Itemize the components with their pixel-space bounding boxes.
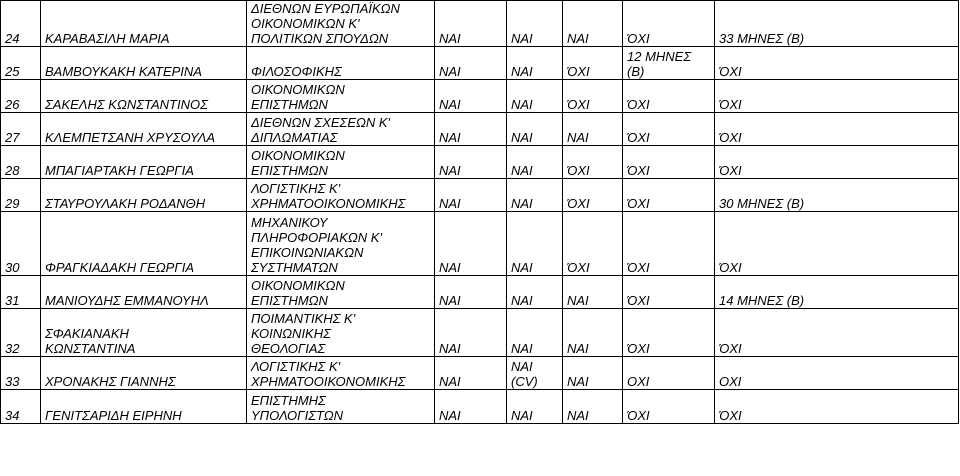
- table-row: [1, 146, 959, 179]
- table-row: [1, 80, 959, 113]
- criterion-4-cell: ΌΧΙ: [623, 390, 715, 424]
- person-name-cell: ΣΑΚΕΛΗΣ ΚΩΝΣΤΑΝΤΙΝΟΣ: [41, 80, 247, 113]
- criterion-4-cell: ΌΧΙ: [623, 309, 715, 357]
- department-cell: ΔΙΕΘΝΩΝ ΕΥΡΩΠΑΪΚΩΝ ΟΙΚΟΝΟΜΙΚΩΝ Κ' ΠΟΛΙΤΙΚΩΝ ΣΠΟΥΔΩΝ: [247, 1, 435, 47]
- person-name-cell: ΚΑΡΑΒΑΣΙΛΗ ΜΑΡΙΑ: [41, 1, 247, 47]
- criterion-3-cell: ΌΧΙ: [563, 80, 623, 113]
- department-cell: ΦΙΛΟΣΟΦΙΚΗΣ: [247, 47, 435, 80]
- person-name-cell: ΣΦΑΚΙΑΝΑΚΗ ΚΩΝΣΤΑΝΤΙΝΑ: [41, 309, 247, 357]
- person-name-cell: ΣΤΑΥΡΟΥΛΑΚΗ ΡΟΔΑΝΘΗ: [41, 179, 247, 212]
- criterion-3-cell: ΌΧΙ: [563, 146, 623, 179]
- criterion-5-cell: ΌΧΙ: [715, 390, 959, 424]
- criterion-1-cell: ΝΑΙ: [435, 47, 507, 80]
- person-name-cell: ΓΕΝΙΤΣΑΡΙΔΗ ΕΙΡΗΝΗ: [41, 390, 247, 424]
- criterion-3-cell: ΝΑΙ: [563, 1, 623, 47]
- table-row: [1, 390, 959, 424]
- criterion-1-cell: ΝΑΙ: [435, 357, 507, 390]
- person-name-cell: ΦΡΑΓΚΙΑΔΑΚΗ ΓΕΩΡΓΙΑ: [41, 212, 247, 276]
- row-number-cell: 32: [1, 309, 41, 357]
- criterion-4-cell: ΌΧΙ: [623, 276, 715, 309]
- department-cell: ΔΙΕΘΝΩΝ ΣΧΕΣΕΩΝ Κ' ΔΙΠΛΩΜΑΤΙΑΣ: [247, 113, 435, 146]
- table-row: [1, 212, 959, 276]
- criterion-2-cell: ΝΑΙ (CV): [507, 357, 563, 390]
- criterion-4-cell: ΌΧΙ: [623, 1, 715, 47]
- criterion-5-cell: 33 ΜΗΝΕΣ (Β): [715, 1, 959, 47]
- criterion-1-cell: ΝΑΙ: [435, 1, 507, 47]
- criterion-1-cell: ΝΑΙ: [435, 80, 507, 113]
- criterion-1-cell: ΝΑΙ: [435, 212, 507, 276]
- criterion-2-cell: ΝΑΙ: [507, 1, 563, 47]
- criterion-3-cell: ΌΧΙ: [563, 212, 623, 276]
- criterion-5-cell: 30 ΜΗΝΕΣ (Β): [715, 179, 959, 212]
- table-row: [1, 357, 959, 390]
- criterion-5-cell: ΌΧΙ: [715, 113, 959, 146]
- row-number-cell: 33: [1, 357, 41, 390]
- criterion-2-cell: ΝΑΙ: [507, 146, 563, 179]
- person-name-cell: ΧΡΟΝΑΚΗΣ ΓΙΑΝΝΗΣ: [41, 357, 247, 390]
- criterion-3-cell: ΝΑΙ: [563, 309, 623, 357]
- row-number-cell: 34: [1, 390, 41, 424]
- criterion-5-cell: ΌΧΙ: [715, 309, 959, 357]
- row-number-cell: 30: [1, 212, 41, 276]
- row-number-cell: 25: [1, 47, 41, 80]
- criterion-5-cell: ΌΧΙ: [715, 80, 959, 113]
- criterion-1-cell: ΝΑΙ: [435, 390, 507, 424]
- row-number-cell: 26: [1, 80, 41, 113]
- criterion-5-cell: ΌΧΙ: [715, 146, 959, 179]
- criterion-2-cell: ΝΑΙ: [507, 390, 563, 424]
- criterion-4-cell: ΌΧΙ: [623, 212, 715, 276]
- criterion-1-cell: ΝΑΙ: [435, 113, 507, 146]
- criterion-2-cell: ΝΑΙ: [507, 309, 563, 357]
- department-cell: ΟΙΚΟΝΟΜΙΚΩΝ ΕΠΙΣΤΗΜΩΝ: [247, 276, 435, 309]
- criterion-2-cell: ΝΑΙ: [507, 179, 563, 212]
- criterion-1-cell: ΝΑΙ: [435, 179, 507, 212]
- criterion-1-cell: ΝΑΙ: [435, 146, 507, 179]
- department-cell: ΟΙΚΟΝΟΜΙΚΩΝ ΕΠΙΣΤΗΜΩΝ: [247, 146, 435, 179]
- criterion-2-cell: ΝΑΙ: [507, 47, 563, 80]
- criterion-3-cell: ΝΑΙ: [563, 390, 623, 424]
- row-number-cell: 27: [1, 113, 41, 146]
- criterion-4-cell: ΌΧΙ: [623, 113, 715, 146]
- table-row: [1, 309, 959, 357]
- row-number-cell: 24: [1, 1, 41, 47]
- table-row: [1, 179, 959, 212]
- department-cell: ΛΟΓΙΣΤΙΚΗΣ Κ' ΧΡΗΜΑΤΟΟΙΚΟΝΟΜΙΚΗΣ: [247, 179, 435, 212]
- criterion-3-cell: ΌΧΙ: [563, 179, 623, 212]
- criterion-3-cell: ΌΧΙ: [563, 47, 623, 80]
- criterion-5-cell: ΌΧΙ: [715, 212, 959, 276]
- criterion-4-cell: ΌΧΙ: [623, 80, 715, 113]
- criterion-4-cell: ΌΧΙ: [623, 146, 715, 179]
- table-row: [1, 1, 959, 47]
- department-cell: ΜΗΧΑΝΙΚΟΥ ΠΛΗΡΟΦΟΡΙΑΚΩΝ Κ' ΕΠΙΚΟΙΝΩΝΙΑΚΩΝ ΣΥΣΤΗΜΑΤΩΝ: [247, 212, 435, 276]
- person-name-cell: ΒΑΜΒΟΥΚΑΚΗ ΚΑΤΕΡΙΝΑ: [41, 47, 247, 80]
- criterion-2-cell: ΝΑΙ: [507, 276, 563, 309]
- department-cell: ΕΠΙΣΤΗΜΗΣ ΥΠΟΛΟΓΙΣΤΩΝ: [247, 390, 435, 424]
- row-number-cell: 31: [1, 276, 41, 309]
- row-number-cell: 29: [1, 179, 41, 212]
- table-row: [1, 47, 959, 80]
- department-cell: ΟΙΚΟΝΟΜΙΚΩΝ ΕΠΙΣΤΗΜΩΝ: [247, 80, 435, 113]
- criterion-2-cell: ΝΑΙ: [507, 113, 563, 146]
- table-row: [1, 113, 959, 146]
- criterion-5-cell: ΟΧΙ: [715, 357, 959, 390]
- department-cell: ΛΟΓΙΣΤΙΚΗΣ Κ' ΧΡΗΜΑΤΟΟΙΚΟΝΟΜΙΚΗΣ: [247, 357, 435, 390]
- criterion-3-cell: ΝΑΙ: [563, 276, 623, 309]
- row-number-cell: 28: [1, 146, 41, 179]
- person-name-cell: ΜΠΑΓΙΑΡΤΑΚΗ ΓΕΩΡΓΙΑ: [41, 146, 247, 179]
- criterion-4-cell: ΌΧΙ: [623, 179, 715, 212]
- criterion-3-cell: ΝΑΙ: [563, 357, 623, 390]
- department-cell: ΠΟΙΜΑΝΤΙΚΗΣ Κ' ΚΟΙΝΩΝΙΚΗΣ ΘΕΟΛΟΓΙΑΣ: [247, 309, 435, 357]
- criterion-5-cell: ΌΧΙ: [715, 47, 959, 80]
- criterion-2-cell: ΝΑΙ: [507, 212, 563, 276]
- person-name-cell: ΚΛΕΜΠΕΤΣΑΝΗ ΧΡΥΣΟΥΛΑ: [41, 113, 247, 146]
- criterion-4-cell: 12 ΜΗΝΕΣ (Β): [623, 47, 715, 80]
- criterion-1-cell: ΝΑΙ: [435, 309, 507, 357]
- criterion-1-cell: ΝΑΙ: [435, 276, 507, 309]
- criterion-3-cell: ΝΑΙ: [563, 113, 623, 146]
- person-name-cell: ΜΑΝΙΟΥΔΗΣ ΕΜΜΑΝΟΥΗΛ: [41, 276, 247, 309]
- table-row: [1, 276, 959, 309]
- criterion-5-cell: 14 ΜΗΝΕΣ (Β): [715, 276, 959, 309]
- criterion-4-cell: ΟΧΙ: [623, 357, 715, 390]
- criterion-2-cell: ΝΑΙ: [507, 80, 563, 113]
